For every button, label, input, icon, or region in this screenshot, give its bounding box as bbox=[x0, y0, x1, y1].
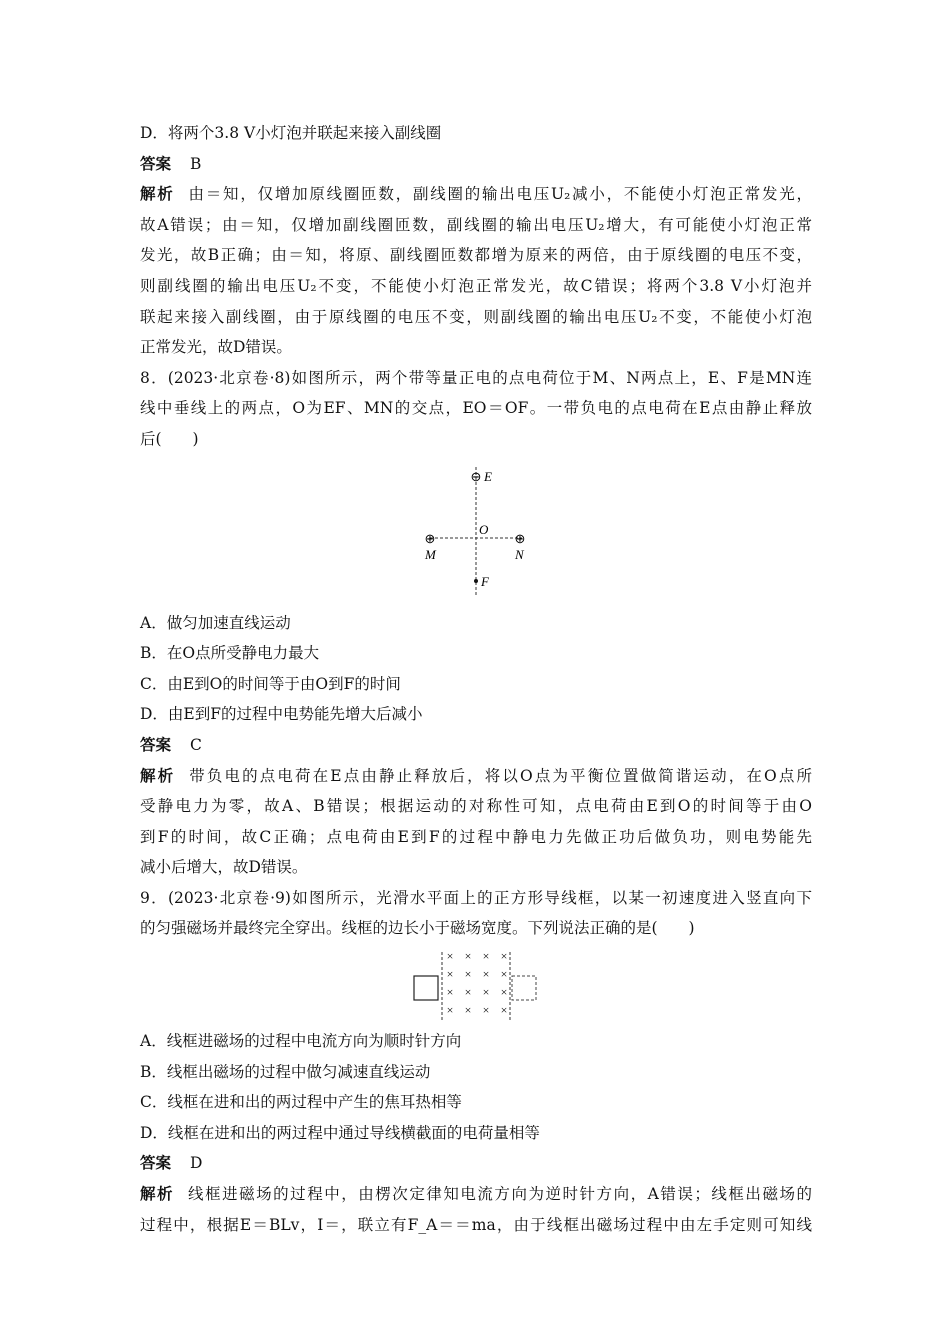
label-m: M bbox=[425, 546, 436, 562]
answer-label: 答案 bbox=[140, 154, 172, 173]
label-f: F bbox=[481, 573, 489, 589]
field-cross-icon: × bbox=[482, 1003, 490, 1018]
q8-analysis-line-3: 到F的时间，故C正确；点电荷由E到F的过程中静电力先做正功后做负功，则电势能先 bbox=[140, 827, 812, 846]
q8-figure bbox=[140, 455, 812, 608]
field-cross-icon: × bbox=[482, 967, 490, 982]
q9-analysis-line-1: 解析 线框进磁场的过程中，由楞次定律知电流方向为逆时针方向，A错误；线框出磁场的 bbox=[140, 1185, 812, 1204]
q9-answer-row bbox=[140, 1148, 812, 1179]
q9-stem-line-1: 9．(2023·北京卷·9)如图所示，光滑水平面上的正方形导线框，以某一初速度进入竖直向下 bbox=[140, 888, 812, 907]
charge-diagram bbox=[140, 455, 812, 608]
field-cross-icon: × bbox=[500, 967, 508, 982]
q8-option-d: D．由E到F的过程中电势能先增大后减小 bbox=[140, 705, 423, 724]
field-cross-icon: × bbox=[500, 985, 508, 1000]
q9-option-a: A．线框进磁场的过程中电流方向为顺时针方向 bbox=[140, 1032, 462, 1051]
square-wire-frame bbox=[414, 976, 438, 1000]
q8-analysis-line-2: 受静电力为零，故A、B错误；根据运动的对称性可知，点电荷由E到O的时间等于由O bbox=[140, 797, 812, 816]
positive-charge-m-icon: ⊕ bbox=[424, 530, 436, 546]
q7-option-d: D．将两个3.8 V小灯泡并联起来接入副线圈 bbox=[140, 124, 442, 142]
label-e: E bbox=[484, 468, 492, 484]
analysis-label: 解析 bbox=[140, 1185, 175, 1204]
q8-stem-line-3: 后( ) bbox=[140, 429, 199, 448]
q7-analysis-line-2: 故A错误；由＝知，仅增加副线圈匝数，副线圈的输出电压U₂增大，有可能使小灯泡正常 bbox=[140, 215, 812, 234]
document-page bbox=[140, 118, 812, 1240]
field-cross-icon: × bbox=[464, 949, 472, 964]
q8-option-a: A．做匀加速直线运动 bbox=[140, 613, 291, 632]
q8-analysis-line-4: 减小后增大，故D错误。 bbox=[140, 858, 308, 877]
analysis-label: 解析 bbox=[140, 185, 175, 204]
magnetic-field-diagram bbox=[140, 944, 812, 1026]
q7-analysis-line-3: 发光，故B正确；由＝知，将原、副线圈匝数都增为原来的两倍，由于原线圈的电压不变， bbox=[140, 246, 812, 265]
q7-answer-row bbox=[140, 149, 812, 180]
q9-analysis-line-2: 过程中，根据E＝BLv，I＝，联立有F_A＝＝ma，由于线框出磁场过程中由左手定则可知线 bbox=[140, 1215, 812, 1234]
answer-value: C bbox=[189, 735, 202, 754]
answer-label: 答案 bbox=[140, 735, 172, 754]
field-cross-icon: × bbox=[446, 985, 454, 1000]
q9-option-c: C．线框在进和出的两过程中产生的焦耳热相等 bbox=[140, 1093, 462, 1112]
square-wire-frame-exit bbox=[512, 976, 536, 1000]
q7-analysis-line-6: 正常发光，故D错误。 bbox=[140, 338, 292, 357]
answer-label: 答案 bbox=[140, 1154, 172, 1173]
field-cross-icon: × bbox=[446, 967, 454, 982]
positive-charge-n-icon: ⊕ bbox=[514, 530, 526, 546]
q9-option-b: B．线框出磁场的过程中做匀减速直线运动 bbox=[140, 1062, 431, 1081]
q9-stem-line-2: 的匀强磁场并最终完全穿出。线框的边长小于磁场宽度。下列说法正确的是( ) bbox=[140, 919, 695, 938]
field-cross-icon: × bbox=[482, 949, 490, 964]
q8-answer-row bbox=[140, 730, 812, 761]
q8-stem-line-2: 线中垂线上的两点，O为EF、MN的交点，EO＝OF。一带负电的点电荷在E点由静止释放 bbox=[140, 399, 812, 418]
q7-analysis-line-1: 解析 由＝知，仅增加原线圈匝数，副线圈的输出电压U₂减小，不能使小灯泡正常发光， bbox=[140, 185, 812, 204]
field-cross-icon: × bbox=[464, 985, 472, 1000]
label-n: N bbox=[515, 546, 524, 562]
q8-stem-line-1: 8．(2023·北京卷·8)如图所示，两个带等量正电的点电荷位于M、N两点上，E、F是MN连 bbox=[140, 368, 812, 387]
field-cross-icon: × bbox=[482, 985, 490, 1000]
field-cross-icon: × bbox=[500, 949, 508, 964]
field-cross-icon: × bbox=[500, 1003, 508, 1018]
field-cross-icon: × bbox=[446, 949, 454, 964]
answer-value: B bbox=[189, 154, 202, 173]
field-cross-icon: × bbox=[464, 1003, 472, 1018]
q9-option-d: D．线框在进和出的两过程中通过导线横截面的电荷量相等 bbox=[140, 1123, 540, 1142]
q7-analysis-line-5: 联起来接入副线圈，由于原线圈的电压不变，则副线圈的输出电压U₂不变，不能使小灯泡 bbox=[140, 307, 812, 326]
point-f bbox=[474, 579, 478, 583]
analysis-label: 解析 bbox=[140, 766, 176, 785]
field-cross-icon: × bbox=[464, 967, 472, 982]
q8-option-c: C．由E到O的时间等于由O到F的时间 bbox=[140, 674, 401, 693]
answer-value: D bbox=[189, 1154, 203, 1173]
q8-option-b: B．在O点所受静电力最大 bbox=[140, 644, 320, 663]
negative-charge-icon: ⊖ bbox=[470, 468, 482, 484]
q9-figure bbox=[140, 944, 812, 1026]
field-crosses bbox=[447, 949, 508, 1017]
label-o: O bbox=[479, 521, 489, 537]
q7-analysis-line-4: 则副线圈的输出电压U₂不变，不能使小灯泡正常发光，故C错误；将两个3.8 V小灯泡并 bbox=[140, 276, 812, 295]
field-cross-icon: × bbox=[446, 1003, 454, 1018]
q8-analysis-line-1: 解析 带负电的点电荷在E点由静止释放后，将以O点为平衡位置做简谐运动，在O点所 bbox=[140, 766, 812, 785]
